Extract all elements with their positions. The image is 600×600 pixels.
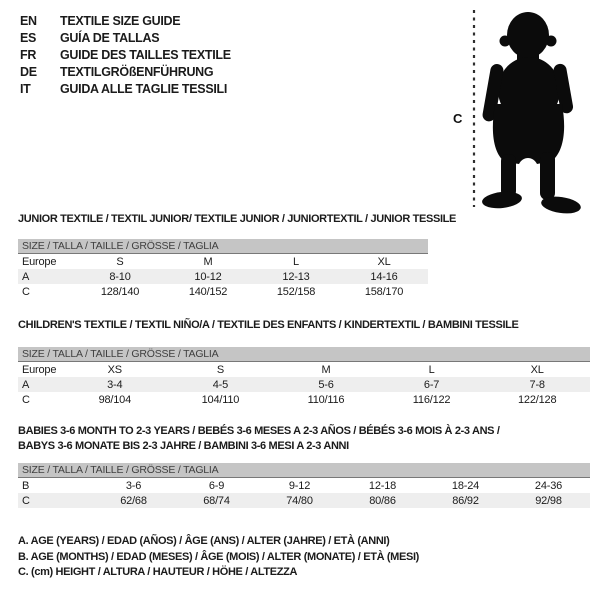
children-size-table <box>18 362 590 407</box>
row-label: C <box>22 494 30 507</box>
size-cell: 98/104 <box>98 393 132 406</box>
size-cell: 18-24 <box>451 479 480 492</box>
size-cell: 122/128 <box>518 393 557 406</box>
measurement-legend <box>18 534 419 581</box>
size-cell: 140/152 <box>188 285 228 298</box>
language-code: DE <box>20 64 37 79</box>
row-label: B <box>22 479 30 492</box>
row-label: A <box>22 270 30 283</box>
size-cell: 12-13 <box>282 270 310 283</box>
size-cell: 86/92 <box>452 494 479 507</box>
baby-figure-svg <box>445 4 595 216</box>
size-cell: 14-16 <box>370 270 398 283</box>
language-code: IT <box>20 81 31 96</box>
table-row <box>18 478 590 493</box>
size-cell: M <box>321 363 331 376</box>
legend-line: A. AGE (YEARS) / EDAD (AÑOS) / ÂGE (ANS) / ALTER (JAHRE) / ETÀ (ANNI) <box>18 535 390 547</box>
size-cell: 3-6 <box>125 479 142 492</box>
size-cell: 8-10 <box>109 270 131 283</box>
language-row <box>20 29 231 46</box>
table-row <box>18 284 428 299</box>
table-row <box>18 362 590 377</box>
language-label: GUIDA ALLE TAGLIE TESSILI <box>60 81 228 96</box>
language-row <box>20 63 231 80</box>
language-label: TEXTILGRÖßENFÜHRUNG <box>60 64 214 79</box>
size-cell: 62/68 <box>120 494 147 507</box>
table-title <box>18 424 590 454</box>
table-title-line: CHILDREN'S TEXTILE / TEXTIL NIÑO/A / TEXTILE DES ENFANTS / KINDERTEXTIL / BAMBINI TESSILE <box>18 319 519 331</box>
table-row <box>18 493 590 508</box>
size-cell: 4-5 <box>212 378 229 391</box>
table-title-line: BABYS 3-6 MONATE BIS 2-3 JAHRE / BAMBINI 3-6 MESI A 2-3 ANNI <box>18 440 349 452</box>
size-cell: 24-36 <box>534 479 563 492</box>
size-cell: 104/110 <box>201 393 240 406</box>
table-row <box>18 392 590 407</box>
row-label: C <box>22 285 30 298</box>
size-cell: 7-8 <box>529 378 545 391</box>
size-cell: 116/122 <box>412 393 451 406</box>
table-title <box>18 212 457 227</box>
row-label: Europe <box>22 255 57 268</box>
language-label: TEXTILE SIZE GUIDE <box>60 13 181 28</box>
size-cell: 74/80 <box>286 494 313 507</box>
size-cell: XS <box>107 363 122 376</box>
size-cell: L <box>428 363 435 376</box>
language-row <box>20 12 231 29</box>
babies-textile-section <box>18 424 590 508</box>
children-textile-section <box>18 318 590 407</box>
legend-line: B. AGE (MONTHS) / EDAD (MESES) / ÂGE (MOIS) / ALTER (MONATE) / ETÀ (MESI) <box>18 550 419 563</box>
size-header-bar: SIZE / TALLA / TAILLE / GRÖSSE / TAGLIA <box>18 347 590 362</box>
size-cell: 6-9 <box>208 479 225 492</box>
size-cell: 12-18 <box>368 479 397 492</box>
language-list <box>20 12 231 97</box>
table-title-line: BABIES 3-6 MONTH TO 2-3 YEARS / BEBÉS 3-6 MESES A 2-3 AÑOS / BÉBÉS 3-6 MOIS À 2-3 ANS / <box>18 425 500 437</box>
size-cell: 158/170 <box>364 285 404 298</box>
language-row <box>20 46 231 63</box>
height-figure <box>445 4 595 216</box>
language-code: ES <box>20 30 37 45</box>
size-cell: S <box>216 363 224 376</box>
size-cell: L <box>293 255 299 268</box>
language-code: EN <box>20 13 37 28</box>
size-cell: S <box>116 255 124 268</box>
babies-size-table <box>18 478 590 508</box>
size-cell: 110/116 <box>307 393 345 406</box>
size-cell: 80/86 <box>369 494 396 507</box>
size-cell: 5-6 <box>318 378 334 391</box>
language-row <box>20 80 231 97</box>
language-label: GUÍA DE TALLAS <box>60 30 160 45</box>
baby-silhouette <box>481 12 582 216</box>
row-label: C <box>22 393 30 406</box>
table-row <box>18 269 428 284</box>
size-cell: 9-12 <box>288 479 311 492</box>
size-cell: XL <box>530 363 544 376</box>
table-row <box>18 254 428 269</box>
size-cell: 6-7 <box>423 378 440 391</box>
row-label: Europe <box>22 363 57 376</box>
size-cell: 3-4 <box>107 378 123 391</box>
size-cell: M <box>203 255 213 268</box>
language-code: FR <box>20 47 37 62</box>
height-label: C <box>453 111 463 126</box>
size-cell: XL <box>377 255 391 268</box>
table-row <box>18 377 590 392</box>
size-cell: 152/158 <box>276 285 316 298</box>
junior-textile-section <box>18 212 457 299</box>
table-title-line: JUNIOR TEXTILE / TEXTIL JUNIOR/ TEXTILE JUNIOR / JUNIORTEXTIL / JUNIOR TESSILE <box>18 213 457 225</box>
size-cell: 128/140 <box>100 285 140 298</box>
size-header-bar: SIZE / TALLA / TAILLE / GRÖSSE / TAGLIA <box>18 463 590 478</box>
language-label: GUIDE DES TAILLES TEXTILE <box>60 47 231 62</box>
size-header-bar: SIZE / TALLA / TAILLE / GRÖSSE / TAGLIA <box>18 239 428 254</box>
size-cell: 68/74 <box>203 494 230 507</box>
junior-size-table <box>18 254 428 299</box>
table-title <box>18 318 590 333</box>
size-cell: 92/98 <box>535 494 562 507</box>
row-label: A <box>22 378 30 391</box>
size-cell: 10-12 <box>194 270 222 283</box>
legend-line: C. (cm) HEIGHT / ALTURA / HAUTEUR / HÖHE / ALTEZZA <box>18 566 298 578</box>
